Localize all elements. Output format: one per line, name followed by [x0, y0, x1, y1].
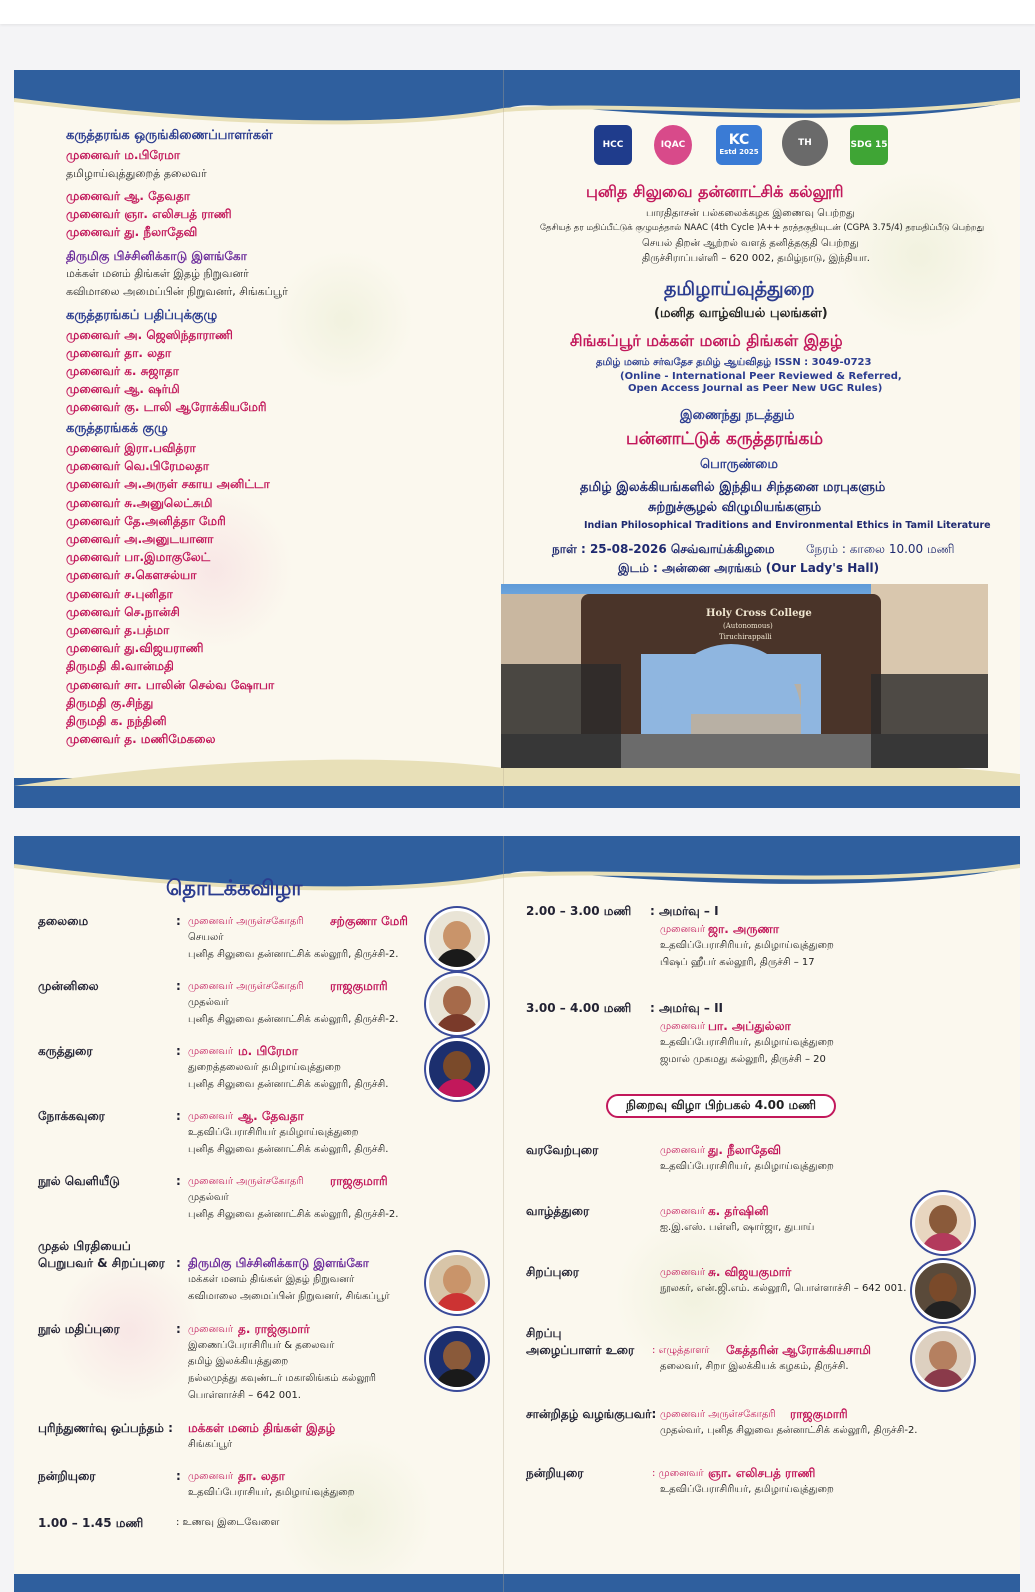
- jointly-label: இணைந்து நடத்தும்: [680, 408, 795, 423]
- speaker-name: ராஜகுமாரி: [330, 1174, 388, 1188]
- speaker-name: சற்குணா மேரி: [330, 914, 408, 928]
- committee-member: முனைவர் து.விஜயராணி: [66, 641, 204, 656]
- journal-issn: தமிழ் மனம் சர்வதேச தமிழ் ஆய்விதழ் ISSN : 3049-0723: [596, 357, 872, 368]
- guest-name: கேத்தரின் ஆரோக்கியசாமி: [726, 1343, 871, 1357]
- avatar: [426, 1252, 488, 1314]
- bottom-band: [14, 1574, 1020, 1592]
- thanks2-name: ஞா. எலிசபத் ராணி: [708, 1466, 816, 1480]
- mou-name: மக்கள் மனம் திங்கள் இதழ்: [188, 1421, 336, 1435]
- colon: :: [176, 1109, 181, 1123]
- first-copy-label: முதல் பிரதியைப்: [38, 1239, 131, 1253]
- gate-sign: (Autonomous): [723, 622, 773, 630]
- brochure-outer-sheet: [14, 70, 1020, 808]
- committee-member: முனைவர் சு.அனுலெட்சுமி: [66, 495, 213, 510]
- lunch-label: : உணவு இடைவேளை: [176, 1517, 280, 1528]
- session-speaker: ஜா. அருணா: [708, 922, 780, 936]
- speaker-name: ராஜகுமாரி: [330, 979, 388, 993]
- committee-member: முனைவர் இரா.பவித்ரா: [66, 441, 196, 455]
- portrait-emblem-logo: TH: [782, 120, 828, 166]
- committee-member: முனைவர் வெ.பிரேமலதா: [66, 459, 209, 474]
- program-role-label: தலைமை: [38, 914, 89, 928]
- session-title: : அமர்வு – I: [650, 904, 719, 918]
- kc-logo: KC Estd 2025: [716, 125, 762, 165]
- theme-label: பொருண்மை: [700, 457, 778, 472]
- greet-name: க. தர்ஷினி: [708, 1204, 769, 1218]
- committee-member: திருமதி கி.வான்மதி: [66, 659, 174, 674]
- journal-access: Open Access Journal as Peer New UGC Rules): [628, 383, 883, 394]
- sdg-15-logo: SDG 15: [850, 125, 888, 165]
- journal-title: சிங்கப்பூர் மக்கள் மனம் திங்கள் இதழ்: [570, 331, 843, 350]
- committee-member: முனைவர் செ.நான்சி: [66, 604, 180, 619]
- welcome-label: வரவேற்புரை: [526, 1143, 599, 1157]
- session-time: 2.00 – 3.00 மணி: [526, 904, 632, 918]
- program-role-label: நூல் வெளியீடு: [38, 1174, 120, 1188]
- gate-sign: Tiruchirappalli: [719, 633, 772, 641]
- speaker-title: முனைவர்: [660, 1021, 706, 1032]
- speaker-title: முனைவர்: [660, 924, 706, 935]
- colon: :: [176, 1174, 181, 1188]
- colon: :: [176, 914, 181, 928]
- inauguration-title: தொடக்கவிழா: [166, 876, 303, 900]
- coordinator-name: முனைவர் ஞா. எலிசபத் ராணி: [66, 207, 232, 221]
- speaker-name: ஆ. தேவதா: [238, 1109, 304, 1123]
- publication-member: முனைவர் கு. டாலி ஆரோக்கியமேரி: [66, 400, 267, 414]
- speaker-title: முனைவர் அருள்சகோதரி: [188, 916, 304, 927]
- session-time: 3.00 – 4.00 மணி: [526, 1001, 632, 1015]
- first-copy-role: மக்கள் மனம் திங்கள் இதழ் நிறுவனர்: [188, 1274, 355, 1285]
- speaker-institution: புனித சிலுவை தன்னாட்சிக் கல்லூரி, திருச்சி-2.: [188, 949, 399, 960]
- theme-line: சுற்றுச்சூழல் விழுமியங்களும்: [648, 500, 822, 515]
- avatar: [912, 1328, 974, 1390]
- committee-member: முனைவர் அ.அனுடயானா: [66, 532, 214, 546]
- department-title: தமிழாய்வுத்துறை: [664, 278, 815, 300]
- publication-heading: கருத்தரங்கப் பதிப்புக்குழு: [66, 308, 218, 323]
- avatar: [426, 1328, 488, 1390]
- avatar: [426, 908, 488, 970]
- committee-member: முனைவர் தே.அனித்தா மேரி: [66, 513, 226, 528]
- committee-member: முனைவர் சா. பாலின் செல்வ ஷோபா: [66, 677, 275, 692]
- coordinator-name: முனைவர் ம.பிரேமா: [66, 148, 181, 162]
- speaker-role: துறைத்தலைவர் தமிழாய்வுத்துறை: [188, 1062, 341, 1073]
- speaker-institution: புனித சிலுவை தன்னாட்சிக் கல்லூரி, திருச்சி-2.: [188, 1014, 399, 1025]
- review-label: நூல் மதிப்புரை: [38, 1322, 120, 1336]
- college-name: புனித சிலுவை தன்னாட்சிக் கல்லூரி: [586, 182, 844, 201]
- first-copy-label: பெறுபவர் & சிறப்புரை: [38, 1256, 165, 1270]
- mou-label: புரிந்துணர்வு ஒப்பந்தம் :: [38, 1421, 173, 1435]
- speaker-title: முனைவர் அருள்சகோதரி: [188, 981, 304, 992]
- event-date: நாள் : 25-08-2026 செவ்வாய்க்கிழமை: [552, 542, 775, 556]
- patron-role: மக்கள் மனம் திங்கள் இதழ் நிறுவனர்: [66, 267, 249, 280]
- coordinator-name: முனைவர் ஆ. தேவதா: [66, 189, 191, 203]
- guest-label: சிறப்பு: [526, 1326, 562, 1340]
- patron-name: திருமிகு பிச்சினிக்காடு இளங்கோ: [66, 249, 247, 263]
- special-label: சிறப்புரை: [526, 1265, 579, 1279]
- speaker-institution: புனித சிலுவை தன்னாட்சிக் கல்லூரி, திருச்சி.: [188, 1144, 389, 1155]
- speaker-title: முனைவர் அருள்சகோதரி: [188, 1176, 304, 1187]
- coordinator-role: தமிழாய்வுத்துறைத் தலைவர்: [66, 167, 207, 180]
- publication-member: முனைவர் அ. ஜெஸிந்தாராணி: [66, 328, 233, 342]
- journal-type: (Online - International Peer Reviewed & Referred,: [620, 371, 902, 382]
- event-venue: இடம் : அன்னை அரங்கம் (Our Lady's Hall): [618, 561, 880, 575]
- avatar: [912, 1260, 974, 1322]
- session-title: : அமர்வு – II: [650, 1001, 724, 1015]
- welcome-name: து. நீலாதேவி: [708, 1143, 782, 1157]
- speaker-role: செயலர்: [188, 932, 224, 943]
- speaker-institution: ஜமால் முகமது கல்லூரி, திருச்சி – 20: [660, 1054, 826, 1065]
- speaker-title: முனைவர்: [188, 1046, 234, 1057]
- coordinators-heading: கருத்தரங்க ஒருங்கிணைப்பாளர்கள்: [66, 128, 273, 143]
- speaker-role: உதவிப்பேராசிரியர் தமிழாய்வுத்துறை: [188, 1127, 359, 1138]
- theme-line: தமிழ் இலக்கியங்களில் இந்திய சிந்தனை மரபுகளும்: [580, 480, 886, 495]
- program-role-label: கருத்துரை: [38, 1044, 93, 1058]
- top-wave-band: [14, 836, 1020, 916]
- college-accreditation: தேசியத் தர மதிப்பீட்டுக் குழுமத்தால் NAAC (4th Cycle )A++ தரத்தகுதியுடன் (CGPA 3.75/4) தரமதிப்பீடு பெற்றது: [540, 223, 985, 233]
- coordinator-name: முனைவர் து. நீலாதேவி: [66, 225, 198, 239]
- committee-member: முனைவர் த. மணிமேகலை: [66, 732, 216, 747]
- committee-member: முனைவர் பா.இமாகுலேட்: [66, 550, 211, 565]
- valedictory-pill: நிறைவு விழா பிற்பகல் 4.00 மணி: [606, 1094, 836, 1118]
- committee-heading: கருத்தரங்கக் குழு: [66, 421, 168, 436]
- committee-member: திருமதி க. நந்தினி: [66, 714, 167, 728]
- iqac-logo: IQAC: [654, 125, 692, 165]
- event-time: நேரம் : காலை 10.00 மணி: [806, 542, 955, 556]
- speaker-name: ம. பிரேமா: [238, 1044, 298, 1058]
- college-distinction: செயல் திறன் ஆற்றல் வளத் தனித்தகுதி பெற்றது: [642, 238, 859, 249]
- guest-label: அழைப்பாளர் உரை: [526, 1343, 635, 1357]
- speaker-role: உதவிப்பேராசிரியர், தமிழாய்வுத்துறை: [660, 940, 834, 951]
- certificate-name: ராஜகுமாரி: [790, 1407, 848, 1421]
- committee-member: முனைவர் த.பத்மா: [66, 623, 170, 637]
- speaker-role: முதல்வர்: [188, 1192, 229, 1203]
- theme-english: Indian Philosophical Traditions and Environmental Ethics in Tamil Literature: [584, 520, 991, 531]
- lunch-time: 1.00 – 1.45 மணி: [38, 1516, 144, 1530]
- app-top-bar: [0, 0, 1035, 24]
- brochure-inner-sheet: தொடக்கவிழா தலைமை : முனைவர் அருள்சகோதரி சற்குணா மேரி செயலர் புனித சிலுவை தன்னாட்சிக் கல்லூரி, திருச்சி-2. முன்னிலை : முனைவர் அருள்சகோதரி ராஜகுமாரி முதல்வர் புனித சிலுவை தன்னாட்சிக் கல்லூரி, திருச்சி-2. கருத்துரை : முனைவர் ம. பிரேமா துறைத்தலைவர் தமிழாய்வுத்துறை புனித சிலுவை தன்னாட்சிக் கல்லூரி, திருச்சி. நோக்கவுரை : முனைவர் ஆ. தேவதா உதவிப்பேராசிரியர் தமிழாய்வுத்துறை புனித சிலுவை தன்னாட்சிக் கல்லூரி, திருச்சி. நூல் வெளியீடு : முனைவர் அருள்சகோதரி ராஜகுமாரி முதல்வர் புனித சிலுவை தன்னாட்சிக் கல்லூரி, திருச்சி-2. முதல் பிரதியைப் பெறுபவர் & சிறப்புரை : திருமிகு பிச்சினிக்காடு இளங்கோ மக்கள் மனம் திங்கள் இதழ் நிறுவனர் கவிமாலை அமைப்பின் நிறுவனர், சிங்கப்பூர் நூல் மதிப்புரை : முனைவர் த. ராஜ்குமார் இணைப்பேராசிரியர் & தலைவர் தமிழ் இலக்கியத்துறை நல்லமுத்து கவுண்டர் மகாலிங்கம் கல்லூரி பொள்ளாச்சி – 642 001. புரிந்துணர்வு ஒப்பந்தம் : மக்கள் மனம் திங்கள் இதழ் சிங்கப்பூர் நன்றியுரை : முனைவர் தா. லதா உதவிப்பேராசியர், தமிழாய்வுத்துறை 1.00 – 1.45 மணி : உணவு இடைவேளை 2.00 – 3.00 மணி : அமர்வு – I முனைவர் ஜா. அருணா உதவிப்பேராசிரியர், தமிழாய்வுத்துறை பிஷப் ஹீபர் கல்லூரி, திருச்சி – 17 3.00 – 4.00 மணி : அமர்வு – II முனைவர் பா. அப்துல்லா உதவிப்பேராசிரியர், தமிழாய்வுத்துறை ஜமால் முகமது கல்லூரி, திருச்சி – 20 நிறைவு விழா பிற்பகல் 4.00 மணி வரவேற்புரை முனைவர் து. நீலாதேவி உதவிப்பேராசிரியர், தமிழாய்வுத்துறை வாழ்த்துரை முனைவர் க. தர்ஷினி ஐ.இ.எஸ். பள்ளி, ஷார்ஜா, துபாய் சிறப்புரை முனைவர் சு. விஜயகுமார் நூலகர், என்.ஜி.எம். கல்லூரி, பொள்ளாச்சி – 642 001. சிறப்பு அழைப்பாளர் உரை : எழுத்தாளர் கேத்தரின் ஆரோக்கியசாமி தலைவர், சிறா இலக்கியக் கழகம், திருச்சி. சான்றிதழ் வழங்குபவர்: முனைவர் அருள்சகோதரி ராஜகுமாரி முதல்வர், புனித சிலுவை தன்னாட்சிக் கல்லூரி, திருச்சி-2. நன்றியுரை : முனைவர் ஞா. எலிசபத் ராணி உதவிப்பேராசிரியர், தமிழாய்வுத்துறை: [14, 836, 1020, 1592]
- speaker-institution: புனித சிலுவை தன்னாட்சிக் கல்லூரி, திருச்சி.: [188, 1079, 389, 1090]
- speaker-role: உதவிப்பேராசிரியர், தமிழாய்வுத்துறை: [660, 1037, 834, 1048]
- speaker-institution: புனித சிலுவை தன்னாட்சிக் கல்லூரி, திருச்சி-2.: [188, 1209, 399, 1220]
- speaker-institution: பிஷப் ஹீபர் கல்லூரி, திருச்சி – 17: [660, 957, 815, 968]
- session-speaker: பா. அப்துல்லா: [708, 1019, 791, 1033]
- publication-member: முனைவர் க. சுஜாதா: [66, 364, 179, 378]
- committee-member: முனைவர் ச.கௌசல்யா: [66, 568, 197, 583]
- greet-label: வாழ்த்துரை: [526, 1204, 590, 1218]
- avatar: [912, 1192, 974, 1254]
- college-address: திருச்சிராப்பள்ளி – 620 002, தமிழ்நாடு, இந்தியா.: [642, 253, 870, 264]
- colon: :: [176, 1044, 181, 1058]
- gate-sign: Holy Cross College: [706, 608, 812, 619]
- publication-member: முனைவர் ஆ. ஷர்மி: [66, 382, 180, 396]
- speaker-role: முதல்வர்: [188, 997, 229, 1008]
- patron-role: கவிமாலை அமைப்பின் நிறுவனர், சிங்கப்பூர்: [66, 285, 288, 298]
- review-name: த. ராஜ்குமார்: [238, 1322, 310, 1336]
- program-role-label: நோக்கவுரை: [38, 1109, 105, 1123]
- speaker-title: முனைவர்: [188, 1111, 234, 1122]
- committee-member: முனைவர் அ.அருள் சகாய அனிட்டா: [66, 477, 270, 492]
- college-crest-logo: HCC: [594, 125, 632, 165]
- thanks2-label: நன்றியுரை: [526, 1466, 584, 1480]
- special-name: சு. விஜயகுமார்: [708, 1265, 792, 1279]
- thanks-label: நன்றியுரை: [38, 1469, 96, 1483]
- avatar: [426, 973, 488, 1035]
- first-copy-name: திருமிகு பிச்சினிக்காடு இளங்கோ: [188, 1256, 369, 1270]
- program-role-label: முன்னிலை: [38, 979, 99, 993]
- colon: :: [176, 979, 181, 993]
- publication-member: முனைவர் தா. லதா: [66, 346, 172, 360]
- committee-member: முனைவர் ச.புனிதா: [66, 586, 173, 601]
- college-gate-photo: [501, 584, 988, 768]
- department-subtitle: (மனித வாழ்வியல் புலங்கள்): [654, 306, 828, 321]
- thanks-name: தா. லதா: [238, 1469, 285, 1483]
- avatar: [426, 1038, 488, 1100]
- seminar-title: பன்னாட்டுக் கருத்தரங்கம்: [626, 429, 824, 449]
- certificate-label: சான்றிதழ் வழங்குபவர்:: [526, 1407, 657, 1421]
- first-copy-role: கவிமாலை அமைப்பின் நிறுவனர், சிங்கப்பூர்: [188, 1291, 390, 1302]
- fold-line: [503, 836, 504, 1592]
- committee-member: திருமதி கு.சிந்து: [66, 695, 154, 710]
- college-affiliation: பாரதிதாசன் பல்கலைக்கழக இணைவு பெற்றது: [646, 208, 855, 219]
